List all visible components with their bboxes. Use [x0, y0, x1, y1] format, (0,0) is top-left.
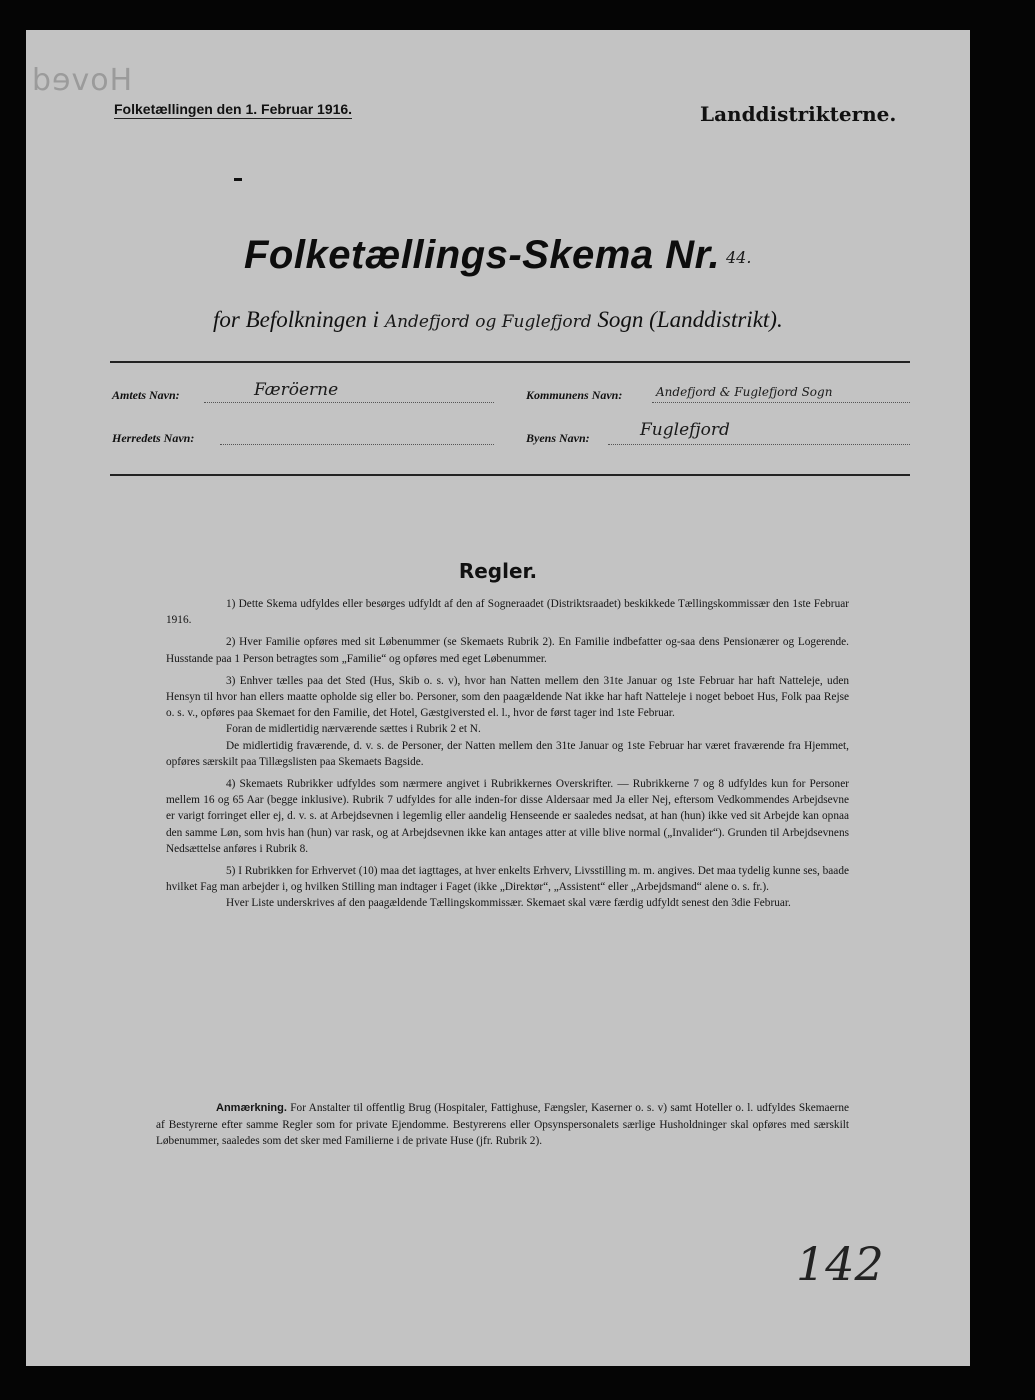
parish-handwritten: Andefjord og Fuglefjord [384, 312, 592, 332]
by-field-line [608, 444, 910, 445]
rule-paragraph: De midlertidig fraværende, d. v. s. de Personer, der Natten mellem den 31te Januar og 1ste Februar har været fraværende fra Hjemmet, opføres særskilt paa Tillægslisten paa Skemaets Bagside. [166, 739, 849, 768]
rule-paragraph: 5) I Rubrikken for Erhvervet (10) maa det iagttages, at hver enkelts Erhverv, Livsstilling m. m. angives. Det maa tydelig kunne ses, baade hvilket Fag man arbejder i, og hvilken Stilling man indtager i Faget (ikke „Direktør“, „Assistent“ eller „Arbejdsmand“ alene o. s. fr.). [166, 865, 849, 894]
rule-paragraph: 4) Skemaets Rubrikker udfyldes som nærmere angivet i Rubrikkernes Overskrifter. — Rubrikkerne 7 og 8 udfyldes kun for Personer mellem 16 og 65 Aar (begge inklusive). Rubrik 7 udfyldes for alle inden-for disse Aldersaar med Ja eller Nej, eftersom Vedkommendes Arbejdsevne er varigt forringet eller ej, d. v. s. at Arbejdsevnen i legemlig eller aandelig Henseende er saaledes nedsat, at han (hun) ikke ved sit Arbejde kan opnaa den samme Løn, som hvis han (hun) var rask, og at Arbejdsevnen ikke kan antages atter at ville blive normal („Invalider“). Grunden til Arbejdsevnens Nedsættelse anføres i Rubrik 8. [166, 778, 849, 855]
herred-label: Herredets Navn: [112, 431, 195, 445]
kommune-value: Andefjord & Fuglefjord Sogn [656, 385, 833, 399]
rule-paragraph: 3) Enhver tælles paa det Sted (Hus, Skib o. s. v), hvor han Natten mellem den 31te Januar og 1ste Februar har haft Natteleje, uden Hensyn til hvor han ellers maatte opholde sig eller bo. Personer, som den paagældende Nat ikke har haft Natteleje i noget beboet Hus, Folk paa Rejse o. s. v., opføres paa Skemaet for den Familie, det Hotel, Gæstgiversted el. l., hvor de først tager ind 1ste Februar. [166, 674, 849, 720]
census-form-page [26, 30, 970, 1366]
divider-bottom [110, 474, 910, 476]
district-header: Landdistrikterne. [700, 102, 897, 126]
amt-label: Amtets Navn: [112, 388, 180, 402]
form-number-handwritten: 44. [726, 248, 752, 267]
page-number-handwritten: 142 [796, 1237, 884, 1291]
ink-mark [234, 178, 242, 181]
remark-text: For Anstalter til offentlig Brug (Hospitaler, Fattighuse, Fængsler, Kaserner o. s. v) samt Hoteller o. l. udfyldes Skemaerne af Bestyrerne efter samme Regler som for private Ejendomme. Bestyrerens eller Opsynspersonalets særlige Husholdninger skal opføres med særskilt Løbenummer, saaledes som det sker med Familierne i de private Huse (jfr. Rubrik 2). [156, 1102, 850, 1147]
rules-body [166, 596, 849, 918]
rule-paragraph: Foran de midlertidig nærværende sættes i Rubrik 2 et N. [226, 723, 481, 736]
amt-value: Færöerne [254, 380, 339, 400]
form-subtitle [213, 307, 783, 333]
rule-paragraph: Hver Liste underskrives af den paagældende Tællingskommissær. Skemaet skal være færdig udfyldt senest den 3die Februar. [226, 897, 791, 910]
hoved-stamp: Hoved [31, 63, 133, 98]
subtitle-prefix: for Befolkningen i [213, 307, 380, 332]
amt-field-line [204, 402, 494, 403]
herred-field-line [220, 444, 494, 445]
kommune-label: Kommunens Navn: [526, 388, 623, 402]
rules-heading: Regler. [458, 559, 538, 583]
rule-paragraph: 2) Hver Familie opføres med sit Løbenummer (se Skemaets Rubrik 2). En Familie indbefatter og-saa dens Pensionærer og Logerende. Husstande paa 1 Person betragtes som „Familie“ og opføres med eget Løbenummer. [166, 636, 849, 665]
kommune-field-line [652, 402, 910, 403]
census-date-header: Folketællingen den 1. Februar 1916. [114, 101, 353, 117]
divider-top [110, 361, 910, 363]
by-label: Byens Navn: [526, 431, 590, 445]
remark-label: Anmærkning. [216, 1102, 287, 1114]
remark-paragraph [156, 1100, 849, 1150]
form-title: Folketællings-Skema Nr. [244, 233, 721, 277]
subtitle-suffix: Sogn (Landdistrikt). [597, 307, 783, 332]
rule-paragraph: 1) Dette Skema udfyldes eller besørges udfyldt af den af Sogneraadet (Distriktsraadet) beskikkede Tællingskommissær den 1ste Februar 1916. [166, 598, 849, 627]
by-value: Fuglefjord [640, 420, 730, 440]
